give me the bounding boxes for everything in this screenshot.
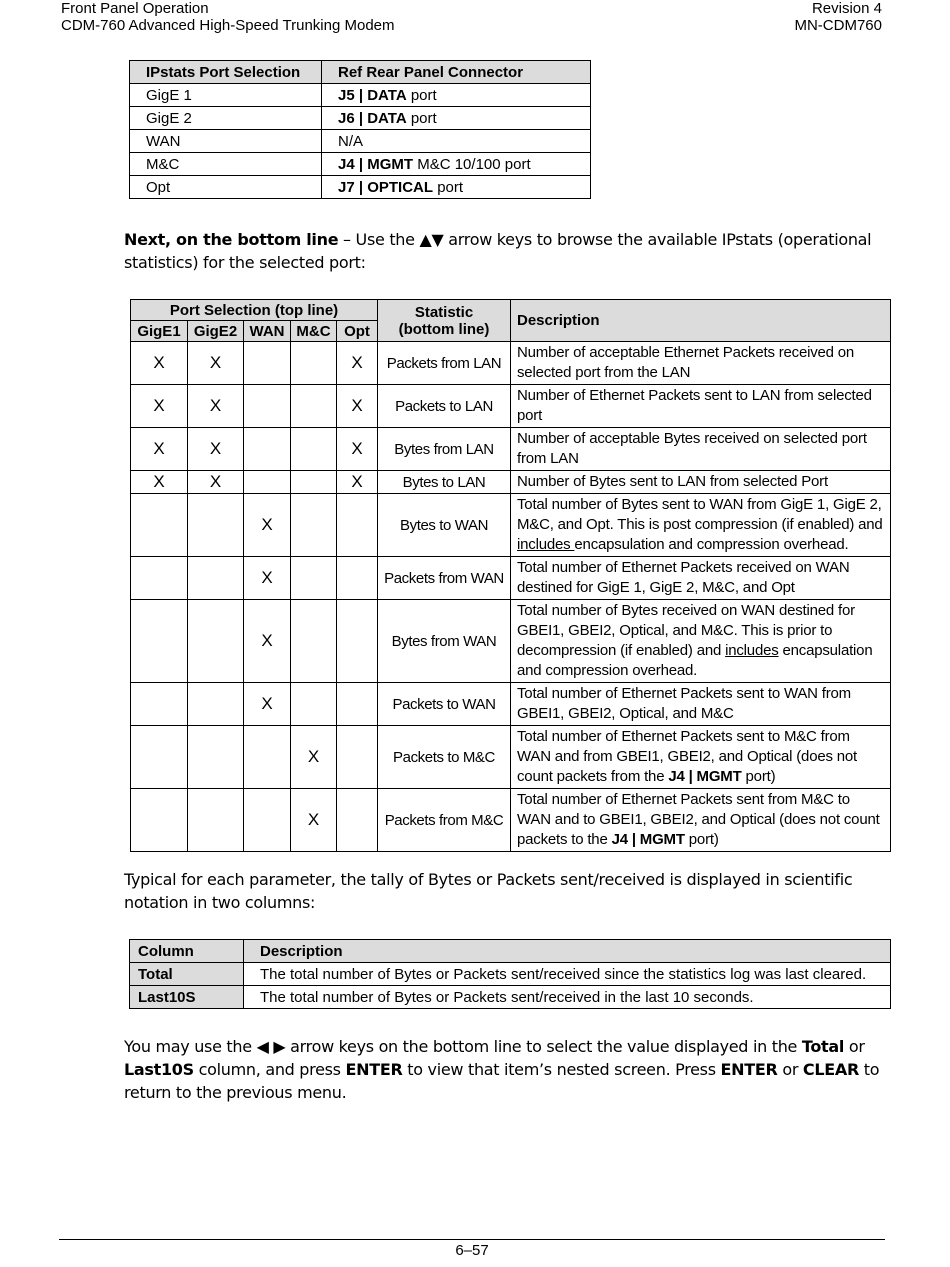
mark-cell: X	[244, 600, 291, 683]
port-header-wan: WAN	[244, 321, 291, 342]
port-header-opt: Opt	[337, 321, 378, 342]
para-text: – Use the	[338, 230, 420, 249]
connector-bold: J7 | OPTICAL	[338, 178, 434, 196]
description-cell: Total number of Ethernet Packets sent to WAN from GBEI1, GBEI2, Optical, and M&C	[511, 683, 891, 726]
table-row	[130, 107, 591, 130]
description-cell: Number of Ethernet Packets sent to LAN from selected port	[511, 385, 891, 428]
statistic-cell: Packets from WAN	[378, 557, 511, 600]
description-cell: The total number of Bytes or Packets sent/received in the last 10 seconds.	[244, 986, 891, 1009]
table-row	[131, 683, 891, 726]
para-bold: ENTER	[345, 1060, 403, 1079]
table-row	[130, 84, 591, 107]
empty-cell	[337, 494, 378, 557]
mark-cell: X	[337, 428, 378, 471]
statistic-header-line1: Statistic	[414, 303, 474, 321]
statistic-cell: Bytes to WAN	[378, 494, 511, 557]
mark-cell: X	[131, 428, 188, 471]
table-row	[131, 557, 891, 600]
mark-cell: X	[188, 385, 244, 428]
description-underlined: includes	[517, 536, 575, 553]
empty-cell	[291, 471, 337, 494]
footer-divider	[59, 1239, 885, 1240]
para-text: column, and press	[193, 1060, 346, 1079]
empty-cell	[188, 726, 244, 789]
mark-cell: X	[188, 428, 244, 471]
description-text: port)	[684, 831, 719, 848]
connector-cell	[322, 130, 591, 153]
statistic-cell: Bytes from LAN	[378, 428, 511, 471]
empty-cell	[291, 683, 337, 726]
description-cell: Total number of Ethernet Packets received on WAN destined for GigE 1, GigE 2, M&C, and Opt	[511, 557, 891, 600]
connector-cell	[322, 84, 591, 107]
column-name-cell: Last10S	[130, 986, 244, 1009]
mark-cell: X	[244, 683, 291, 726]
connector-cell	[322, 153, 591, 176]
empty-cell	[291, 385, 337, 428]
column-header: Ref Rear Panel Connector	[322, 61, 591, 84]
description-cell: The total number of Bytes or Packets sent/received since the statistics log was last cleared.	[244, 963, 891, 986]
table-header-row	[130, 61, 591, 84]
mark-cell: X	[244, 494, 291, 557]
description-underlined: includes	[725, 642, 779, 659]
statistic-cell: Packets to LAN	[378, 385, 511, 428]
connector-text: port	[433, 178, 464, 196]
empty-cell	[244, 726, 291, 789]
empty-cell	[291, 342, 337, 385]
page-number: 6–57	[455, 1242, 489, 1259]
ipstats-table	[130, 299, 891, 852]
para-text: arrow keys on the bottom line to select the value displayed in the	[285, 1037, 802, 1056]
instruction-paragraph-1	[124, 228, 894, 274]
para-bold: ENTER	[720, 1060, 778, 1079]
empty-cell	[244, 385, 291, 428]
table-row	[130, 986, 891, 1009]
empty-cell	[244, 428, 291, 471]
description-bold: J4 | MGMT	[668, 768, 742, 785]
description-cell	[511, 494, 891, 557]
description-text: encapsulation and compression overhead.	[517, 642, 873, 679]
port-cell: Opt	[130, 176, 322, 199]
statistic-cell: Bytes from WAN	[378, 600, 511, 683]
table-row	[131, 494, 891, 557]
port-header-gige1: GigE1	[131, 321, 188, 342]
connector-text: N/A	[338, 132, 364, 150]
table-row	[130, 130, 591, 153]
port-header-mc: M&C	[291, 321, 337, 342]
statistic-cell: Bytes to LAN	[378, 471, 511, 494]
description-cell	[511, 600, 891, 683]
description-cell: Number of acceptable Ethernet Packets received on selected port from the LAN	[511, 342, 891, 385]
description-text: Total number of Ethernet Packets sent to M&C from WAN and from GBEI1, GBEI2, and Optical (does not count packets from the	[517, 728, 857, 785]
header-product-title: CDM-760 Advanced High-Speed Trunking Modem	[61, 17, 395, 34]
left-right-arrow-icon: ◀ ▶	[256, 1037, 286, 1056]
column-header: Description	[244, 940, 891, 963]
empty-cell	[131, 600, 188, 683]
mark-cell: X	[337, 342, 378, 385]
table-row	[131, 342, 891, 385]
description-bold: J4 | MGMT	[611, 831, 685, 848]
table-row	[131, 428, 891, 471]
table-row	[131, 471, 891, 494]
empty-cell	[244, 789, 291, 852]
para-text: arrow keys to browse the available IPstats (operational statistics) for the selected port:	[124, 230, 872, 272]
empty-cell	[337, 557, 378, 600]
empty-cell	[131, 683, 188, 726]
mark-cell: X	[337, 471, 378, 494]
port-connector-table	[129, 60, 591, 199]
mark-cell: X	[188, 471, 244, 494]
empty-cell	[131, 726, 188, 789]
table-header-row	[130, 940, 891, 963]
description-cell: Number of acceptable Bytes received on selected port from LAN	[511, 428, 891, 471]
para-bold: Total	[801, 1037, 845, 1056]
empty-cell	[188, 683, 244, 726]
empty-cell	[188, 789, 244, 852]
column-header: IPstats Port Selection	[130, 61, 322, 84]
table-row	[131, 726, 891, 789]
description-text: encapsulation and compression overhead.	[574, 536, 849, 553]
mark-cell: X	[131, 385, 188, 428]
port-header-gige2: GigE2	[188, 321, 244, 342]
empty-cell	[337, 789, 378, 852]
para-text: or	[844, 1037, 865, 1056]
connector-bold: J6 | DATA	[338, 109, 407, 127]
para-bold-lead: Next, on the bottom line	[124, 230, 339, 249]
mark-cell: X	[337, 385, 378, 428]
column-header: Column	[130, 940, 244, 963]
statistic-cell: Packets to M&C	[378, 726, 511, 789]
statistic-header-line2: (bottom line)	[398, 320, 490, 338]
table-row	[131, 600, 891, 683]
description-cell	[511, 726, 891, 789]
connector-bold: J5 | DATA	[338, 86, 407, 104]
header-revision: Revision 4	[811, 0, 882, 17]
table-row	[131, 789, 891, 852]
para-text: to view that item’s nested screen. Press	[402, 1060, 721, 1079]
empty-cell	[244, 471, 291, 494]
table-row	[130, 153, 591, 176]
para-bold: CLEAR	[802, 1060, 859, 1079]
connector-text: port	[406, 109, 437, 127]
empty-cell	[337, 600, 378, 683]
mark-cell: X	[131, 342, 188, 385]
port-cell: GigE 1	[130, 84, 322, 107]
empty-cell	[131, 557, 188, 600]
statistic-cell: Packets from M&C	[378, 789, 511, 852]
description-text: Total number of Ethernet Packets sent from M&C to WAN and to GBEI1, GBEI2, and Optical (does not count packets to the	[517, 791, 880, 848]
empty-cell	[291, 600, 337, 683]
para-text: You may use the	[124, 1037, 257, 1056]
connector-text: port	[406, 86, 437, 104]
column-description-table	[129, 939, 891, 1009]
empty-cell	[337, 726, 378, 789]
para-bold: Last10S	[124, 1060, 194, 1079]
instruction-paragraph-2: Typical for each parameter, the tally of Bytes or Packets sent/received is displayed in scientific notation in two columns:	[124, 870, 853, 912]
instruction-paragraph-3	[124, 1035, 894, 1104]
table-row	[130, 963, 891, 986]
description-header: Description	[511, 300, 891, 342]
empty-cell	[188, 494, 244, 557]
table-header-row	[131, 300, 891, 321]
connector-text: M&C 10/100 port	[413, 155, 531, 173]
running-header-right	[794, 0, 882, 34]
description-text: port)	[741, 768, 776, 785]
statistic-cell: Packets from LAN	[378, 342, 511, 385]
empty-cell	[291, 557, 337, 600]
connector-bold: J4 | MGMT	[338, 155, 414, 173]
para-text: or	[777, 1060, 803, 1079]
empty-cell	[131, 494, 188, 557]
empty-cell	[291, 428, 337, 471]
empty-cell	[188, 557, 244, 600]
mark-cell: X	[291, 726, 337, 789]
para-text: to return to the previous menu.	[124, 1060, 880, 1102]
port-cell: M&C	[130, 153, 322, 176]
statistic-cell: Packets to WAN	[378, 683, 511, 726]
description-text: Total number of Bytes sent to WAN from GigE 1, GigE 2, M&C, and Opt. This is post compression (if enabled) and	[517, 496, 883, 533]
empty-cell	[131, 789, 188, 852]
mark-cell: X	[131, 471, 188, 494]
up-down-arrow-icon: ▲▼	[419, 230, 444, 249]
column-name-cell: Total	[130, 963, 244, 986]
mark-cell: X	[291, 789, 337, 852]
empty-cell	[291, 494, 337, 557]
description-text: Total number of Bytes received on WAN destined for GBEI1, GBEI2, Optical, and M&C. This is prior to decompression (if enabled) and	[517, 602, 855, 659]
table-row	[131, 385, 891, 428]
running-header-left	[61, 0, 395, 34]
table-row	[130, 176, 591, 199]
port-selection-header: Port Selection (top line)	[131, 300, 378, 321]
connector-cell	[322, 107, 591, 130]
mark-cell: X	[244, 557, 291, 600]
header-doc-number: MN-CDM760	[794, 17, 882, 34]
description-cell: Number of Bytes sent to LAN from selected Port	[511, 471, 891, 494]
empty-cell	[337, 683, 378, 726]
port-cell: GigE 2	[130, 107, 322, 130]
header-section-title: Front Panel Operation	[61, 0, 209, 17]
port-cell: WAN	[130, 130, 322, 153]
description-cell	[511, 789, 891, 852]
empty-cell	[244, 342, 291, 385]
mark-cell: X	[188, 342, 244, 385]
statistic-header	[378, 300, 511, 342]
connector-cell	[322, 176, 591, 199]
empty-cell	[188, 600, 244, 683]
